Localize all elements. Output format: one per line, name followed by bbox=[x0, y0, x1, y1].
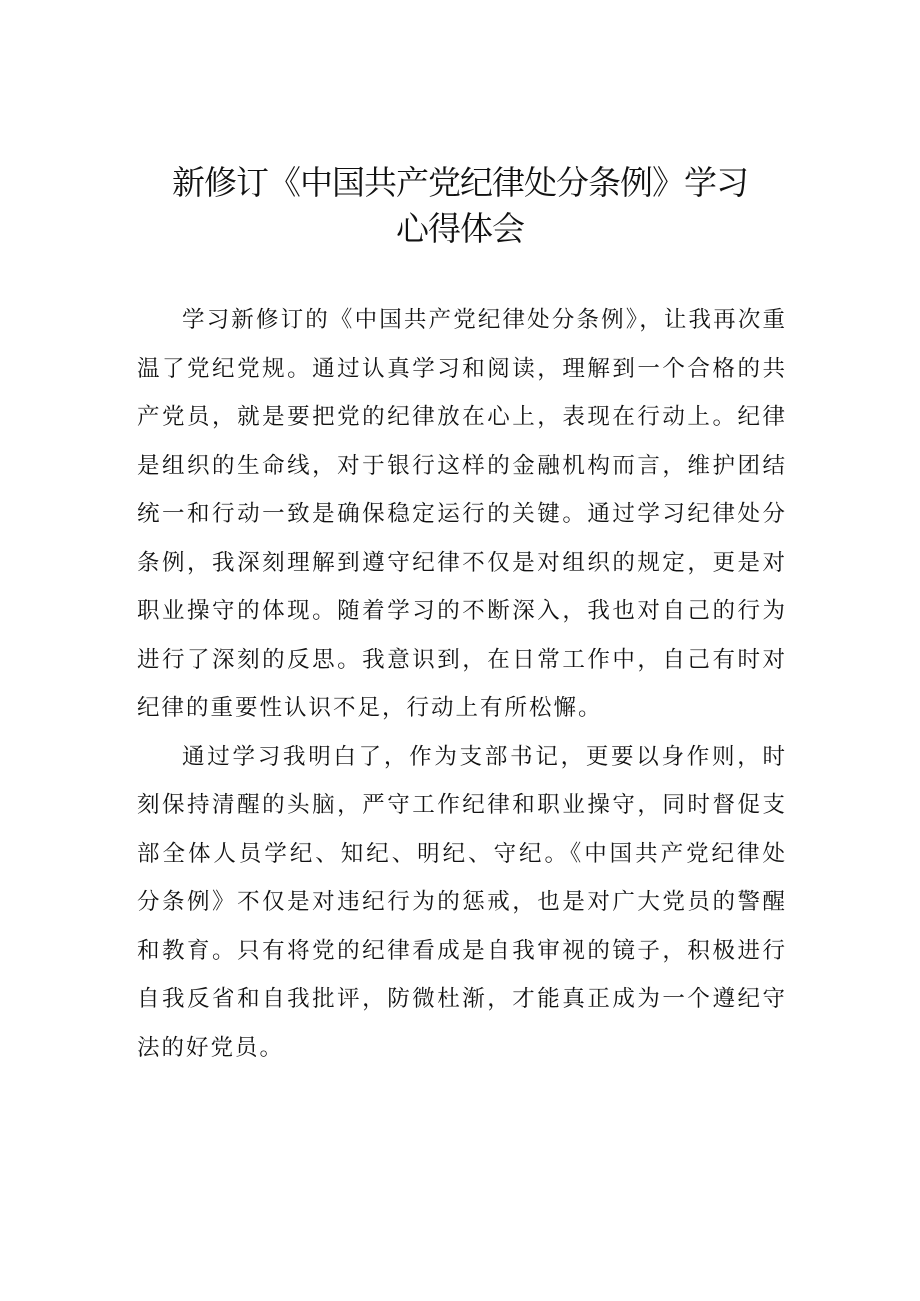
document-title-line-2: 心得体会 bbox=[396, 209, 524, 248]
paragraph-1: 学习新修订的《中国共产党纪律处分条例》，让我再次重温了党纪党规。通过认真学习和阅读，理解到一个合格的共产党员，就是要把党的纪律放在心上，表现在行动上。纪律是组织的生命线，对于银行这样的金融机构而言，维护团结统一和行动一致是确保稳定运行的关键。通过学习纪律处分条例，我深刻理解到遵守纪律不仅是对组织的规定，更是对职业操守的体现。随着学习的不断深入，我也对自己的行为进行了深刻的反思。我意识到，在日常工作中，自己有时对纪律的重要性认识不足，行动上有所松懈。 bbox=[137, 307, 787, 721]
document-title bbox=[100, 160, 820, 252]
document-title-line-1: 新修订《中国共产党纪律处分条例》学习 bbox=[172, 163, 748, 202]
paragraph-2: 通过学习我明白了，作为支部书记，更要以身作则，时刻保持清醒的头脑，严守工作纪律和职业操守，同时督促支部全体人员学纪、知纪、明纪、守纪。《中国共产党纪律处分条例》不仅是对违纪行为的惩戒，也是对广大党员的警醒和教育。只有将党的纪律看成是自我审视的镜子，积极进行自我反省和自我批评，防微杜渐，才能真正成为一个遵纪守法的好党员。 bbox=[137, 743, 787, 1061]
document-body bbox=[137, 296, 787, 1072]
